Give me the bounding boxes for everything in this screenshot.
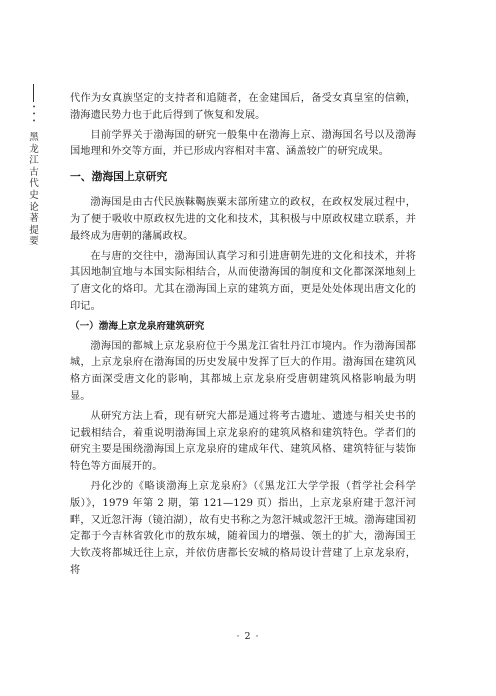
- paragraph: 丹化沙的《略谈渤海上京龙泉府》（《黑龙江大学学报（哲学社会科学版）》，1979 年第 2 期，第 121—129 页）指出，上京龙泉府建于忽汗河畔，又近忽汗海（镜泊湖），故有史书称之为忽汗城或忽汗王城。渤海建国初定都于今吉林省敦化市的敖东城，随着国力的增强、领土的扩大，渤海国王大钦茂将都城迁往上京，并依仿唐都长安城的格局设计营建了上京龙泉府，将: [70, 480, 416, 576]
- paragraph: 渤海国是由古代民族靺鞨族粟末部所建立的政权，在政权发展过程中，为了便于吸收中原政权先进的文化和技术，其积极与中原政权建立联系，并最终成为唐朝的藩属政权。: [70, 197, 416, 242]
- paragraph: 代作为女真族坚定的支持者和追随者，在金建国后，备受女真皇室的信赖，渤海遗民势力也于此后得到了恢复和发展。: [70, 93, 416, 121]
- running-head-title: 黑龙江古代史论著提要: [29, 132, 39, 248]
- paragraph: 渤海国的都城上京龙泉府位于今黑龙江省牡丹江市境内。作为渤海国都城，上京龙泉府在渤海国的历史发展中发挥了巨大的作用。渤海国在建筑风格方面深受唐文化的影响，其都城上京龙泉府受唐朝建筑风格影响最为明显。: [70, 340, 416, 402]
- running-head-rule: [33, 84, 34, 102]
- paragraph: 从研究方法上看，现有研究大都是通过将考古遗址、遗迹与相关史书的记载相结合，着重说明渤海国上京龙泉府的建筑风格和建筑特色。学者们的研究主要是围绕渤海国上京龙泉府的建成年代、建筑风格、建筑特征与装饰特色等方面展开的。: [70, 410, 416, 473]
- section-heading: 一、渤海国上京研究: [70, 170, 168, 184]
- subsection-heading: （一）渤海上京龙泉府建筑研究: [70, 320, 205, 332]
- paragraph: 目前学界关于渤海国的研究一般集中在渤海上京、渤海国名号以及渤海国地理和外交等方面，并已形成内容相对丰富、涵盖较广的研究成果。: [70, 129, 416, 158]
- main-text: [70, 91, 416, 580]
- page-number: · 2 ·: [236, 631, 260, 642]
- running-head-dots: • • •: [32, 104, 36, 125]
- paragraph: 在与唐的交往中，渤海国认真学习和引进唐朝先进的文化和技术，并将其因地制宜地与本国实际相结合，从而使渤海国的制度和文化都深深地刻上了唐文化的烙印。尤其在渤海国上京的建筑方面，更是处处体现出唐文化的印记。: [70, 250, 416, 312]
